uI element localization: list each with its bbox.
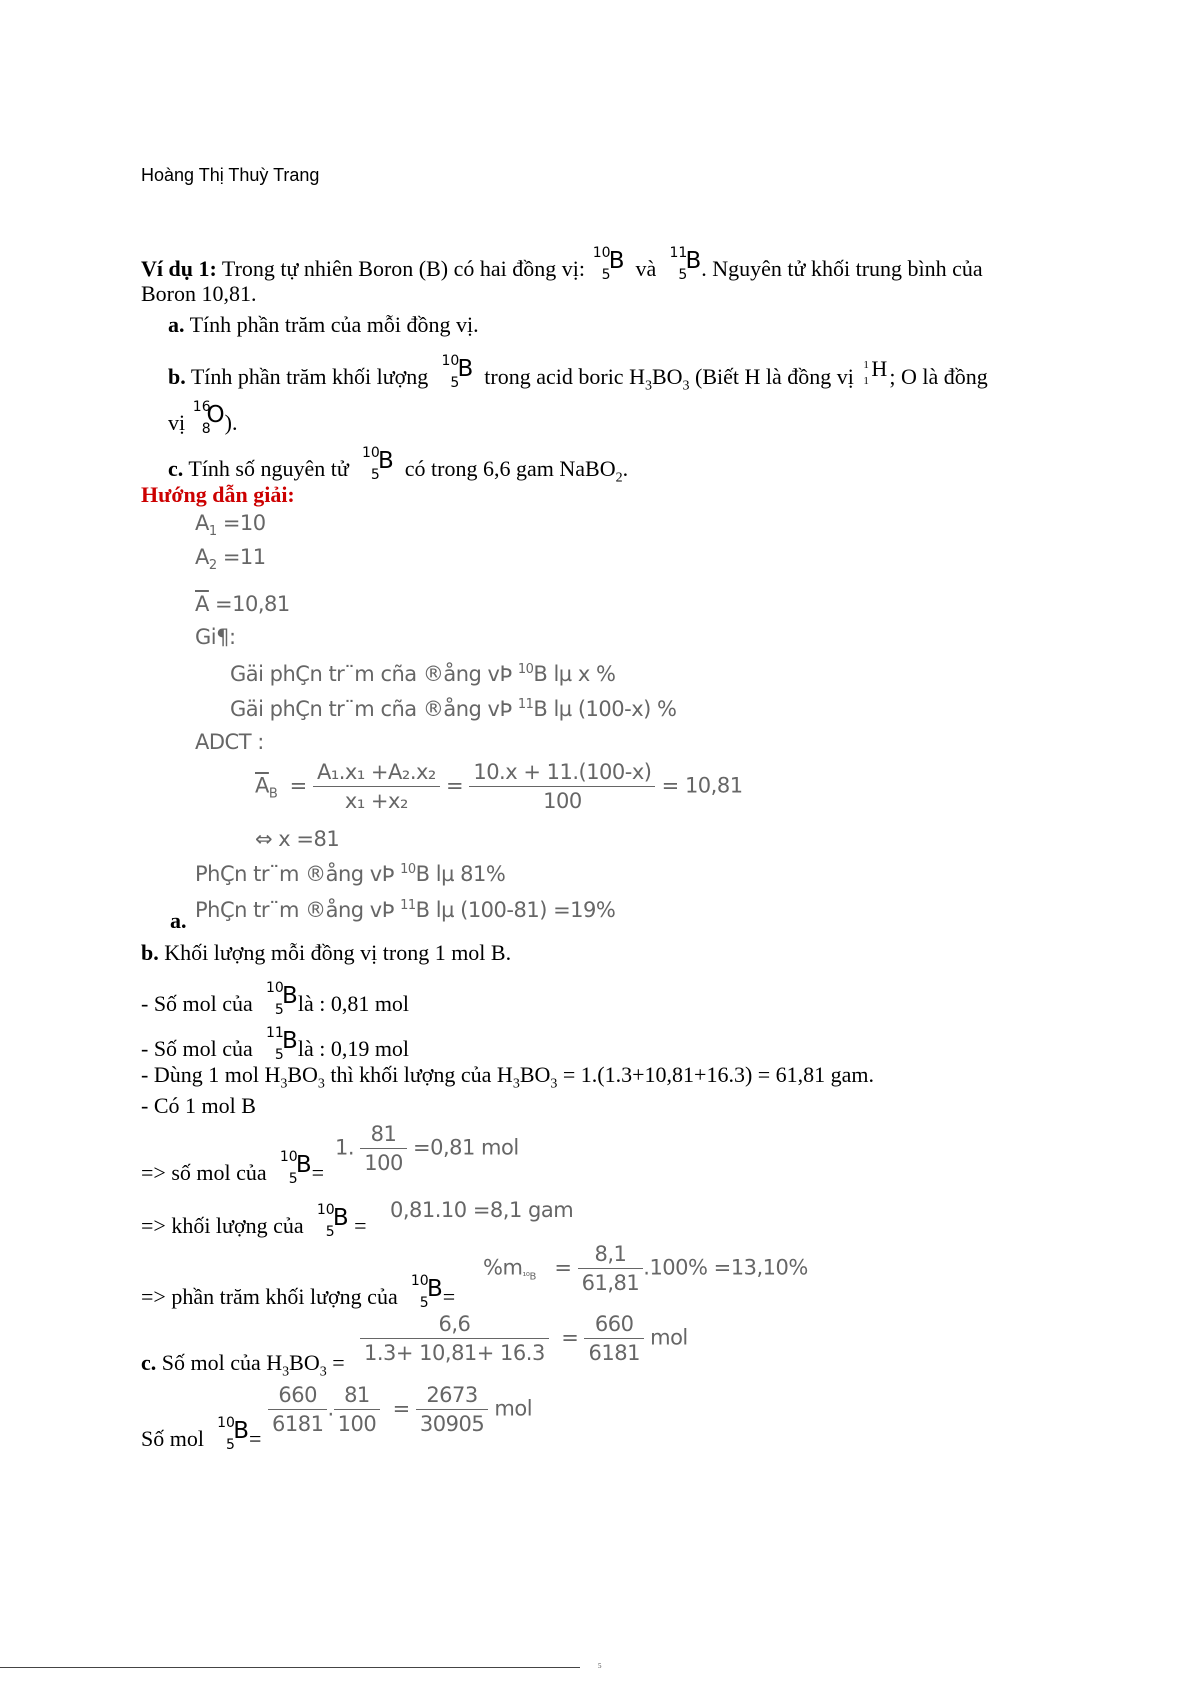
solution-heading: Hướng dẫn giải: — [141, 482, 295, 507]
part-b-line-1: b. Khối lượng mỗi đồng vị trong 1 mol B. — [141, 940, 512, 965]
part-b-mol10: - Số mol của 10 5 B là : 0,81 mol — [141, 980, 410, 1018]
eq-mol-h3bo3: $\frac{6,6}{1.3+ 10,81+ 16.3}$ = $\frac{660}{6181}$ mol — [360, 1310, 688, 1367]
eq-gia: Gi¶: — [195, 625, 236, 649]
nuclide-b10: 10 5 B — [441, 353, 474, 391]
eq-solve-x: ⇔ x =81 — [255, 827, 340, 851]
part-b-mass: => khối lượng của 10 5 B = — [141, 1202, 367, 1240]
eq-mol-b10: 1. $\frac{81}{100}$ =0,81 mol — [335, 1122, 519, 1175]
eq-pct-b11: PhÇn tr¨m ®ång vÞ $^{11}$B lµ (100-81) =19% — [195, 898, 616, 922]
fraction-substituted: $\frac{10.x + 11.(100-x)}{100}$ — [469, 758, 655, 815]
question-a: a. Tính phần trăm của mỗi đồng vị. — [168, 312, 479, 337]
footer-page-marker: 5 — [598, 1662, 602, 1670]
nuclide-b10: 10 5 B — [410, 1273, 443, 1311]
eq-abar: $\overline{A} =10,81$ — [195, 592, 290, 616]
eq-pct-mass: $\%m_{^{10}B}$ = $\frac{8,1}{61,81}$ .100% =13,10% — [483, 1242, 808, 1295]
footer-rule — [0, 1667, 580, 1668]
part-b-pct: => phần trăm khối lượng của 10 5 B = — [141, 1273, 456, 1311]
nuclide-b10: 10 5 B — [266, 980, 298, 1018]
author-header: Hoàng Thị Thuỳ Trang — [141, 165, 320, 185]
problem-line-1: Ví dụ 1: Trong tự nhiên Boron (B) có hai đồng vị: 10 5 B và 11 5 B . Nguyên tử khối trung bình của — [141, 245, 983, 283]
eq-pct-b10: PhÇn tr¨m ®ång vÞ $^{10}$B lµ 81% — [195, 862, 506, 886]
nuclide-h1: 1 1 H — [863, 356, 888, 387]
fraction-formula: $\frac{\text{A₁.x₁ +A₂.x₂}}{\text{x₁ +x₂}}$ — [313, 758, 440, 815]
question-c: c. Tính số nguyên tử 10 5 B có trong 6,6 gam NaBO$_2$. — [168, 445, 629, 486]
question-b-cont: vị 16 8 O ). — [168, 399, 238, 437]
part-c-line-1: c. Số mol của $H_3BO_3$ = — [141, 1350, 345, 1380]
problem-title: Ví dụ 1: — [141, 256, 217, 281]
eq-mass-b10: 0,81.10 =8,1 gam — [390, 1198, 574, 1222]
eq-a1: $A_1 =10$ — [195, 511, 266, 540]
nuclide-b10: 10 5 B — [361, 445, 394, 483]
eq-a2: $A_2 =11$ — [195, 545, 266, 574]
problem-line-2: Boron 10,81. — [141, 281, 257, 306]
nuclide-b10: 10 5 B — [279, 1149, 312, 1187]
part-b-use: - Dùng 1 mol $H_3BO_3$ thì khối lượng của $H_3BO_3 = 1.(1.3+10,81+16.3) = 61,81$ gam. — [141, 1062, 875, 1092]
nuclide-b10: 10 5 B — [316, 1202, 349, 1240]
eq-mol-b10-c: $\frac{660}{6181}$ . $\frac{81}{100}$ = $\frac{2673}{30905}$ mol — [268, 1381, 532, 1438]
nuclide-b11: 11 5 B — [266, 1025, 298, 1063]
part-b-have: - Có 1 mol B — [141, 1093, 256, 1118]
part-c-line-2: Số mol 10 5 B = — [141, 1415, 262, 1453]
nuclide-b10: 10 5 B — [592, 245, 625, 283]
nuclide-o16: 16 8 O — [192, 399, 225, 437]
nuclide-b11: 11 5 B — [669, 245, 702, 283]
nuclide-b10: 10 5 B — [217, 1415, 249, 1453]
eq-gia-2: Gäi phÇn tr¨m cña ®ång vÞ $^{11}$B lµ (100-x) % — [230, 697, 677, 721]
eq-gia-1: Gäi phÇn tr¨m cña ®ång vÞ $^{10}$B lµ x % — [230, 662, 616, 686]
part-b-mol-calc: => số mol của 10 5 B = — [141, 1149, 325, 1187]
a-marker: a. — [170, 908, 187, 933]
question-b: b. Tính phần trăm khối lượng 10 5 B trong acid boric $H_3BO_3$ (Biết H là đồng vị 1 1 H ; O là đồng — [168, 353, 988, 394]
part-b-mol11: - Số mol của 11 5 B là : 0,19 mol — [141, 1025, 410, 1063]
eq-adct: ADCT : — [195, 730, 264, 754]
eq-average-formula: $\overline{A}_B$ = $\frac{\text{A₁.x₁ +A₂.x₂}}{\text{x₁ +x₂}}$ = $\frac{10.x + 11.(100-x)}{100}$ = 10,81 — [255, 760, 743, 813]
